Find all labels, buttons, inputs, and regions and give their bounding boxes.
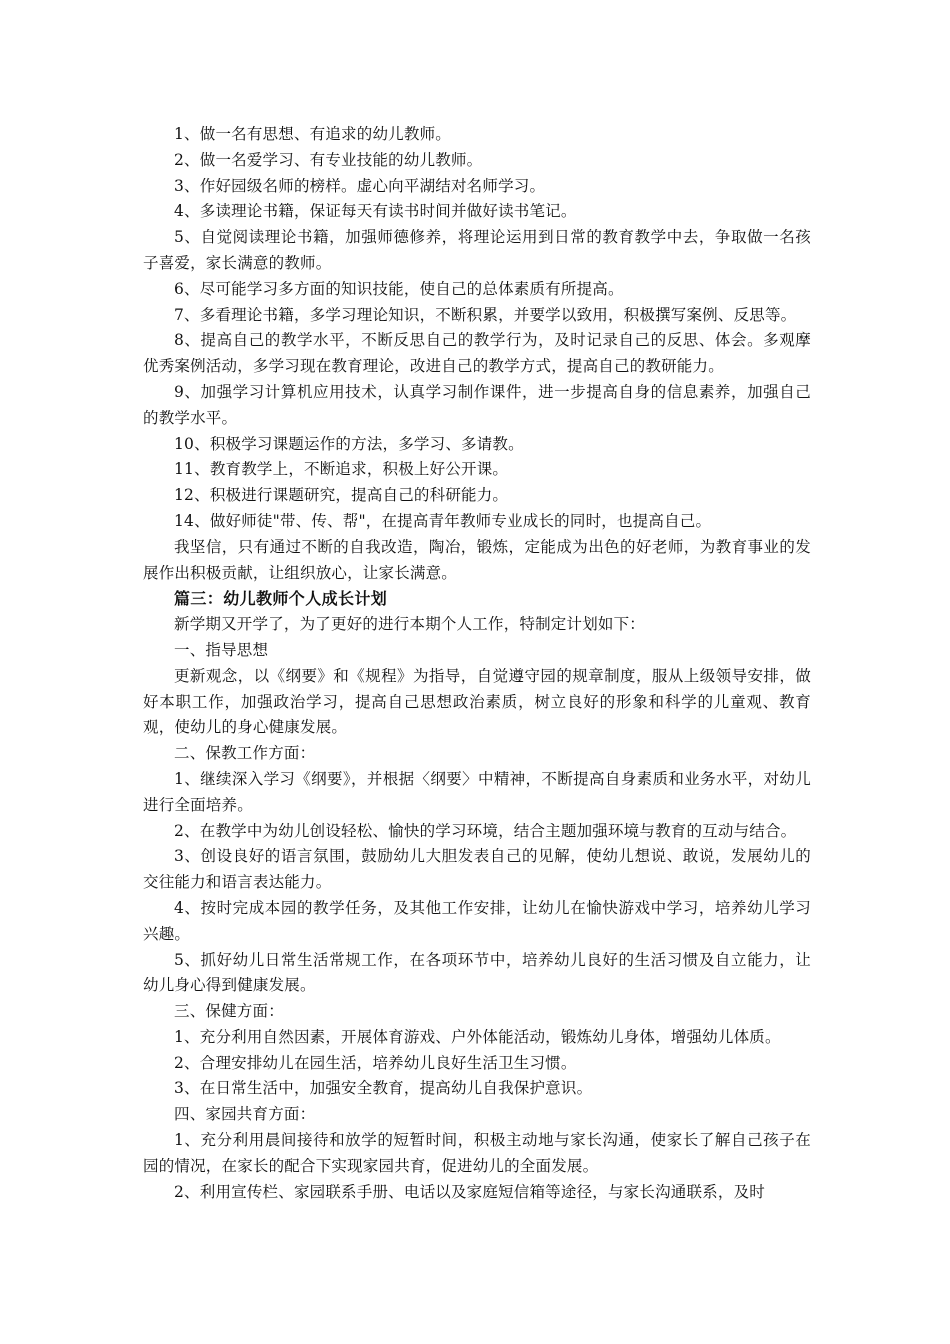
subsection-heading: 一、指导思想 <box>174 640 269 659</box>
section-heading: 篇三：幼儿教师个人成长计划 <box>174 589 388 609</box>
paragraph: 新学期又开学了，为了更好的进行本期个人工作，特制定计划如下： <box>174 615 646 634</box>
paragraph: 7、多看理论书籍，多学习理论知识，不断积累，并要学以致用，积极撰写案例、反思等。 <box>174 305 797 324</box>
paragraph: 4、多读理论书籍，保证每天有读书时间并做好读书笔记。 <box>174 202 577 221</box>
paragraph: 1、充分利用晨间接待和放学的短暂时间，积极主动地与家长沟通，使家长了解自己孩子在园的情况，在家长的配合下实现家园共育，促进幼儿的全面发展。 <box>143 1131 811 1175</box>
paragraph: 3、创设良好的语言氛围，鼓励幼儿大胆发表自己的见解，使幼儿想说、敢说，发展幼儿的交往能力和语言表达能力。 <box>143 847 811 892</box>
paragraph: 4、按时完成本园的教学任务，及其他工作安排，让幼儿在愉快游戏中学习，培养幼儿学习兴趣。 <box>143 898 811 943</box>
paragraph: 2、在教学中为幼儿创设轻松、愉快的学习环境，结合主题加强环境与教育的互动与结合。 <box>174 821 797 840</box>
paragraph: 5、抓好幼儿日常生活常规工作，在各项环节中，培养幼儿良好的生活习惯及自立能力，让幼儿身心得到健康发展。 <box>143 950 811 995</box>
document-page <box>143 122 811 1205</box>
paragraph: 3、在日常生活中，加强安全教育，提高幼儿自我保护意识。 <box>174 1079 593 1098</box>
subsection-heading: 四、家园共育方面： <box>174 1105 316 1124</box>
paragraph: 2、合理安排幼儿在园生活，培养幼儿良好生活卫生习惯。 <box>174 1053 577 1072</box>
paragraph: 1、做一名有思想、有追求的幼儿教师。 <box>174 125 451 143</box>
paragraph: 2、利用宣传栏、家园联系手册、电话以及家庭短信箱等途径，与家长沟通联系，及时 <box>174 1182 765 1201</box>
subsection-heading: 二、保教工作方面： <box>174 744 316 763</box>
paragraph: 14、做好师徒"带、传、帮"，在提高青年教师专业成长的同时，也提高自己。 <box>174 511 712 530</box>
paragraph: 12、积极进行课题研究，提高自己的科研能力。 <box>174 486 509 505</box>
paragraph: 更新观念，以《纲要》和《规程》为指导，自觉遵守园的规章制度，服从上级领导安排，做好本职工作，加强政治学习，提高自己思想政治素质，树立良好的形象和科学的儿童观、教育观，使幼儿的身心健康发展。 <box>143 666 811 737</box>
paragraph: 2、做一名爱学习、有专业技能的幼儿教师。 <box>174 150 483 169</box>
paragraph: 9、加强学习计算机应用技术，认真学习制作课件，进一步提高自身的信息素养，加强自己的教学水平。 <box>143 382 811 427</box>
paragraph: 6、尽可能学习多方面的知识技能，使自己的总体素质有所提高。 <box>174 279 624 298</box>
paragraph: 8、提高自己的教学水平，不断反思自己的教学行为，及时记录自己的反思、体会。多观摩优秀案例活动，多学习现在教育理论，改进自己的教学方式，提高自己的教研能力。 <box>143 331 811 376</box>
paragraph: 我坚信，只有通过不断的自我改造，陶冶，锻炼，定能成为出色的好老师，为教育事业的发展作出积极贡献，让组织放心，让家长满意。 <box>143 537 811 582</box>
paragraph: 10、积极学习课题运作的方法，多学习、多请教。 <box>174 434 524 453</box>
paragraph: 5、自觉阅读理论书籍，加强师德修养，将理论运用到日常的教育教学中去，争取做一名孩子喜爱，家长满意的教师。 <box>143 228 811 272</box>
paragraph: 3、作好园级名师的榜样。虚心向平湖结对名师学习。 <box>174 176 546 195</box>
paragraph: 11、教育教学上，不断追求，积极上好公开课。 <box>174 460 509 479</box>
paragraph: 1、继续深入学习《纲要》，并根据〈纲要〉中精神，不断提高自身素质和业务水平，对幼儿进行全面培养。 <box>143 769 811 814</box>
paragraph: 1、充分利用自然因素，开展体育游戏、户外体能活动，锻炼幼儿身体，增强幼儿体质。 <box>174 1027 781 1046</box>
subsection-heading: 三、保健方面： <box>174 1002 284 1021</box>
